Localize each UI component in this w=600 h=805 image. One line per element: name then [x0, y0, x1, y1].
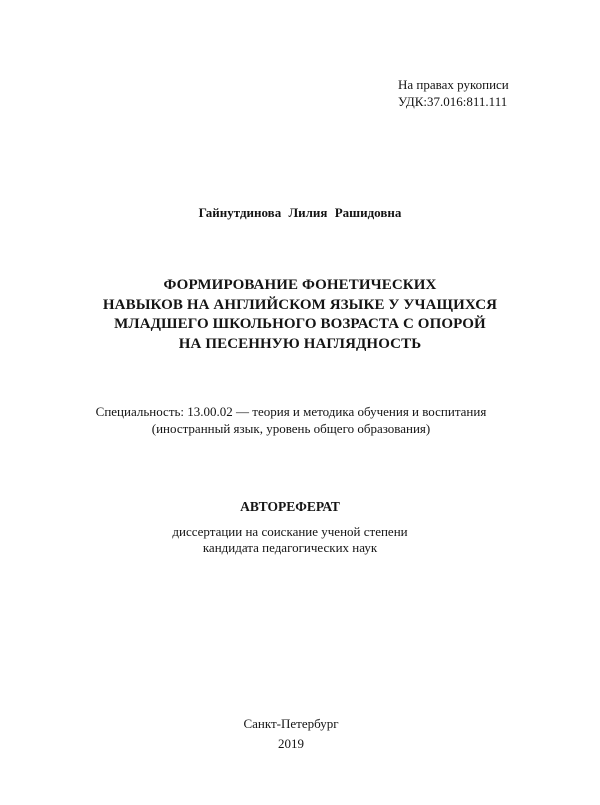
specialty-line: Специальность: 13.00.02 — теория и методика обучения и воспитания [95, 404, 487, 419]
imprint-city: Санкт-Петербург [243, 716, 339, 731]
title-line: ФОРМИРОВАНИЕ ФОНЕТИЧЕСКИХ [163, 277, 437, 293]
degree-line: диссертации на соискание ученой степени [172, 524, 408, 539]
udc-code: УДК:37.016:811.111 [398, 94, 508, 109]
abstract-heading: АВТОРЕФЕРАТ [240, 499, 340, 514]
imprint-year: 2019 [278, 736, 304, 751]
manuscript-rights-note: На правах рукописи [398, 77, 509, 92]
title-line: НАВЫКОВ НА АНГЛИЙСКОМ ЯЗЫКЕ У УЧАЩИХСЯ [102, 296, 498, 313]
specialty-block [0, 404, 582, 437]
header-block [398, 76, 509, 110]
imprint-block [0, 714, 582, 754]
degree-description [0, 524, 580, 556]
degree-line: кандидата педагогических наук [202, 540, 378, 555]
author-name: Гайнутдинова Лилия Рашидовна [198, 205, 402, 220]
title-line: НА ПЕСЕННУЮ НАГЛЯДНОСТЬ [178, 336, 422, 353]
specialty-detail: (иностранный язык, уровень общего образования) [151, 420, 431, 436]
dissertation-title [0, 276, 600, 355]
title-line: МЛАДШЕГО ШКОЛЬНОГО ВОЗРАСТА С ОПОРОЙ [114, 316, 486, 333]
